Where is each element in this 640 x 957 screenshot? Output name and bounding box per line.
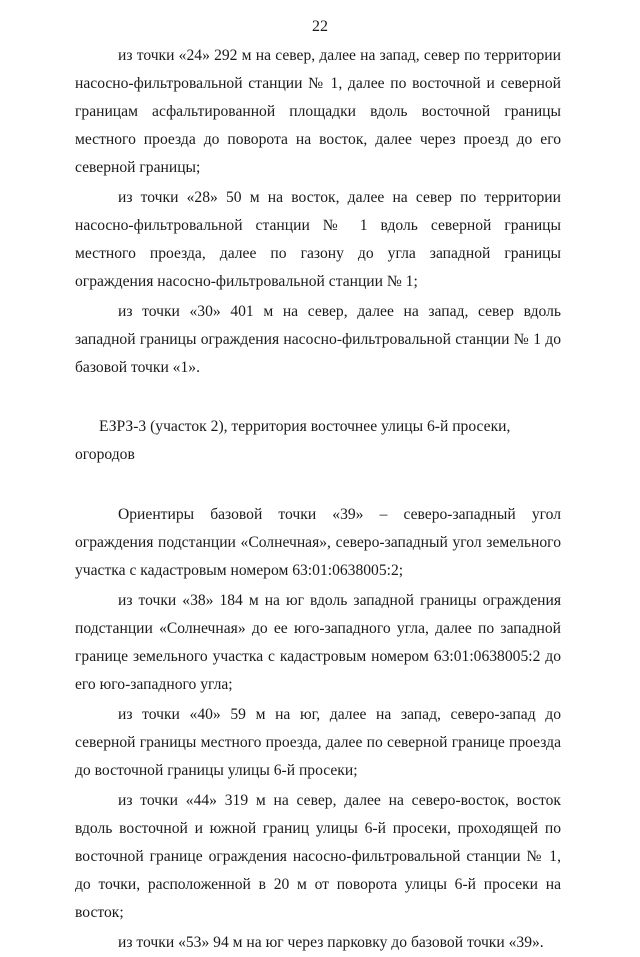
page-number: 22: [312, 18, 328, 35]
paragraph: из точки «44» 319 м на север, далее на северо-восток, восток вдоль восточной и южной границ улицы 6-й просеки, проходящей по восточной границе ограждения насосно-фильтровальной станции № 1, до точки, расположенной в 20 м от поворота улицы 6-й просеки на восток;: [75, 792, 561, 921]
paragraph: из точки «53» 94 м на юг через парковку до базовой точки «39».: [118, 934, 544, 951]
section-heading: ЕЗРЗ-3 (участок 2), территория восточнее улицы 6-й просеки, огородов: [75, 418, 511, 463]
section: [75, 413, 561, 957]
paragraph: из точки «40» 59 м на юг, далее на запад, северо-запад до северной границы местного проезда, далее по северной границе проезда до восточной границы улицы 6-й просеки;: [75, 706, 561, 779]
paragraph: из точки «30» 401 м на север, далее на запад, север вдоль западной границы ограждения насосно-фильтровальной станции № 1 до базовой точки «1».: [75, 303, 561, 376]
paragraph: Ориентиры базовой точки «39» – северо-западный угол ограждения подстанции «Солнечная», северо-западный угол земельного участка с кадастровым номером 63:01:0638005:2;: [75, 506, 561, 579]
paragraph: из точки «24» 292 м на север, далее на запад, север по территории насосно-фильтровальной станции № 1, далее по восточной и северной границам асфальтированной площадки вдоль восточной границы местного проезда до поворота на восток, далее через проезд до его северной границы;: [75, 47, 561, 176]
section-body: [75, 501, 561, 957]
paragraph: из точки «28» 50 м на восток, далее на север по территории насосно-фильтровальной станции № 1 вдоль северной границы местного проезда, далее по газону до угла западной границы ограждения насосно-фильтровальной станции № 1;: [75, 189, 561, 290]
paragraph: из точки «38» 184 м на юг вдоль западной границы ограждения подстанции «Солнечная» до ее юго-западного угла, далее по западной границе земельного участка с кадастровым номером 63:01:0638005:2 до его юго-западного угла;: [75, 592, 561, 693]
route-description-block: [75, 42, 561, 382]
document-body: [75, 40, 561, 957]
